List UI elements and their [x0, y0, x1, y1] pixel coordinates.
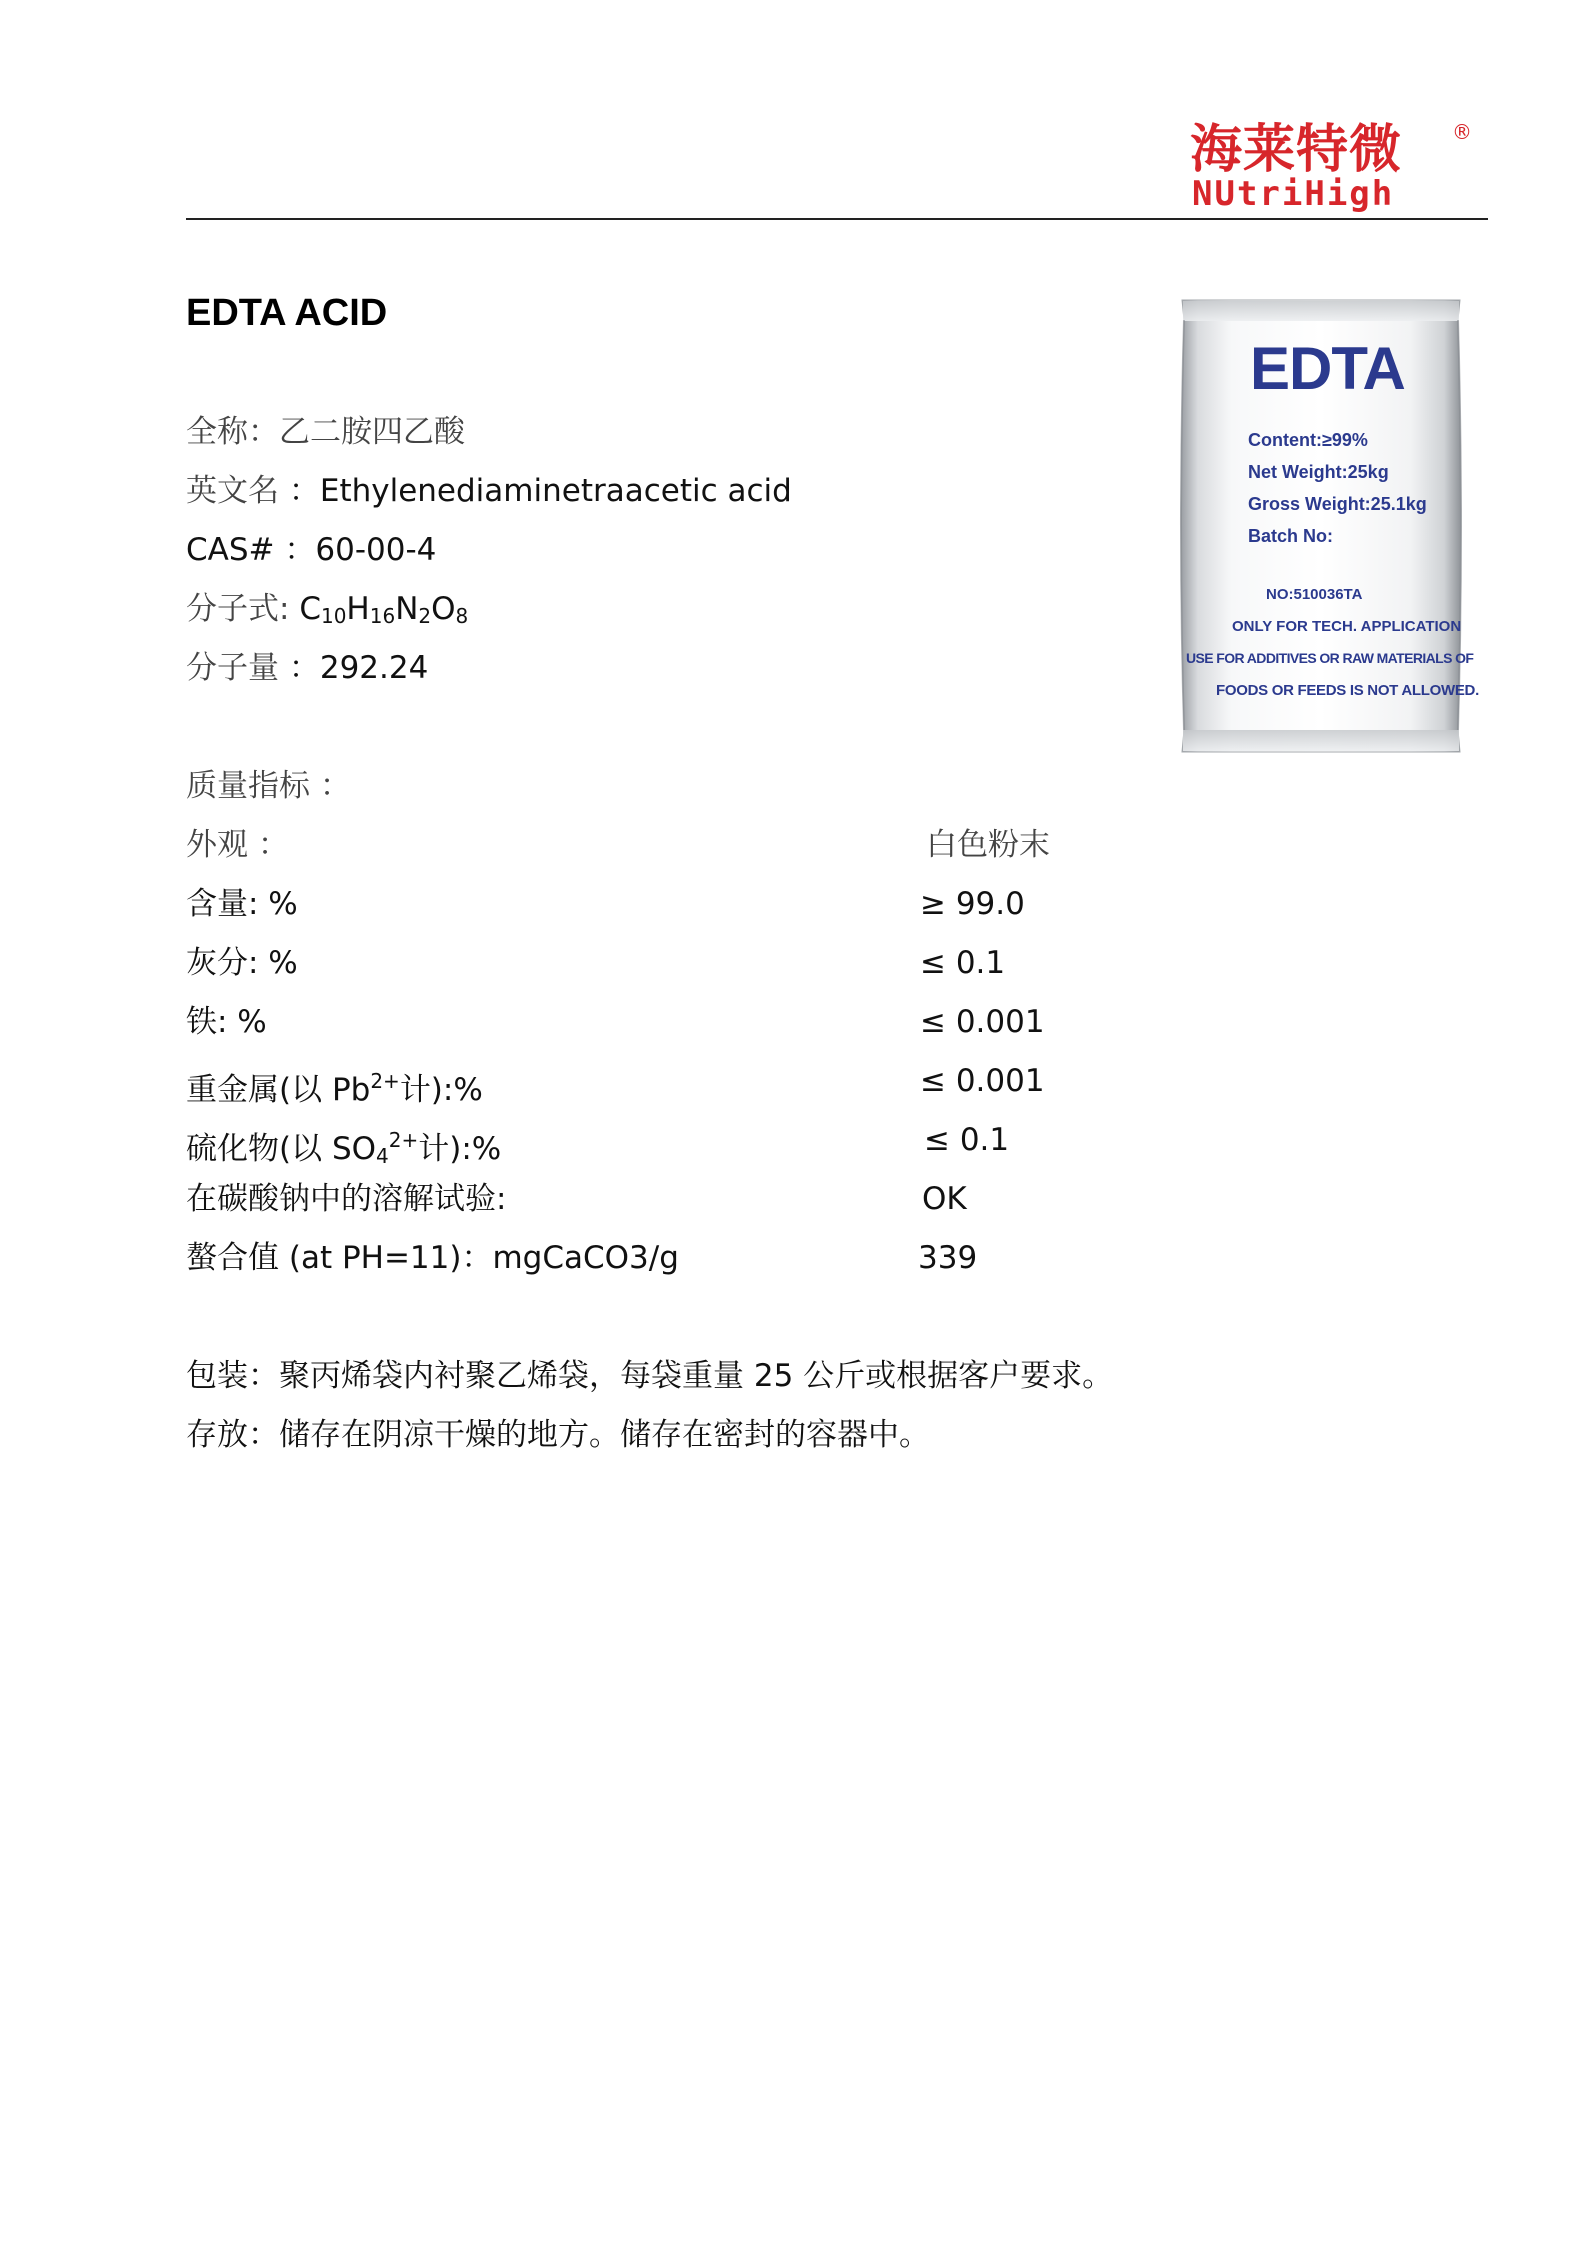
- spec-row-chelating-label: [186, 1238, 679, 1278]
- spec-row-heavy-metals-label: [186, 1061, 483, 1110]
- packing-text: 包装：聚丙烯袋内衬聚乙烯袋，每袋重量 25 公斤或根据客户要求。: [186, 1358, 1114, 1394]
- formula-h-count: 16: [369, 604, 396, 628]
- quality-heading-text: 质量指标 ：: [186, 768, 351, 804]
- storage-line: [186, 1415, 930, 1455]
- spec-row-ash-value: ≤ 0.1: [920, 945, 1006, 981]
- spec-row-appearance-value: 白色粉末: [926, 827, 1050, 863]
- spec-label: 灰分: %: [186, 945, 298, 981]
- formula-n-count: 2: [418, 604, 432, 628]
- cas-line: [186, 530, 436, 570]
- english-name-value: ：Ethylenediaminetraacetic acid: [288, 473, 792, 509]
- spec-row-content-label: [186, 884, 298, 924]
- spec-row-solubility-value: OK: [922, 1181, 967, 1217]
- spec-label-pre: 硫化物(以 SO: [186, 1131, 377, 1167]
- spec-row-sulfide-label: [186, 1120, 501, 1176]
- formula-label: 分子式:: [186, 591, 290, 627]
- page-title: EDTA ACID: [186, 292, 388, 334]
- spec-row-solubility-label: [186, 1179, 506, 1219]
- spec-label-post: 计):%: [399, 1072, 483, 1108]
- spec-row-heavy-metals-value: ≤ 0.001: [920, 1063, 1045, 1099]
- full-name-label: 全称：: [186, 414, 279, 450]
- spec-row-iron-label: [186, 1002, 267, 1042]
- spec-label: 铁: %: [186, 1004, 267, 1040]
- logo-chinese-name: 海莱特微: [1190, 120, 1403, 180]
- formula-c: C: [299, 591, 321, 627]
- bag-number: NO:510036TA: [1266, 586, 1363, 603]
- spec-label-sup: 2+: [370, 1069, 400, 1093]
- formula-n: N: [395, 591, 419, 627]
- logo-english-name: NUtriHigh: [1192, 174, 1395, 214]
- formula-c-count: 10: [320, 604, 347, 628]
- molecular-weight-value: ：292.24: [288, 650, 429, 686]
- formula-h: H: [346, 591, 370, 627]
- molecular-weight-label: 分子量: [186, 650, 279, 686]
- bag-usage-notice: USE FOR ADDITIVES OR RAW MATERIALS OF: [1186, 650, 1474, 666]
- spec-label: 在碳酸钠中的溶解试验:: [186, 1181, 507, 1217]
- cas-label: CAS#: [186, 532, 275, 568]
- storage-text: 存放：储存在阴凉干燥的地方。储存在密封的容器中。: [186, 1417, 930, 1453]
- spec-label: 含量: %: [186, 886, 298, 922]
- bag-gross-weight: Gross Weight:25.1kg: [1248, 494, 1427, 514]
- bag-content: Content:≥99%: [1248, 430, 1368, 450]
- spec-row-ash-label: [186, 943, 298, 983]
- bag-tech-notice: ONLY FOR TECH. APPLICATION: [1232, 618, 1462, 635]
- spec-label: 外观 ：: [186, 827, 289, 863]
- spec-row-appearance-label: [186, 825, 289, 865]
- bag-food-notice: FOODS OR FEEDS IS NOT ALLOWED.: [1216, 682, 1479, 699]
- molecular-weight-line: [186, 648, 428, 688]
- company-logo: [1190, 120, 1490, 215]
- full-name-value: 乙二胺四乙酸: [279, 414, 465, 450]
- bag-net-weight: Net Weight:25kg: [1248, 462, 1389, 482]
- header-divider: [186, 218, 1488, 220]
- registered-mark: ®: [1452, 120, 1472, 144]
- packing-line: [186, 1356, 1113, 1396]
- full-name-line: [186, 412, 465, 452]
- english-name-label: 英文名: [186, 473, 279, 509]
- spec-label-post: 计):%: [418, 1131, 502, 1167]
- bag-product-name: EDTA: [1250, 335, 1405, 402]
- formula-o: O: [431, 591, 456, 627]
- formula-line: [186, 589, 468, 636]
- spec-row-chelating-value: 339: [918, 1240, 978, 1276]
- formula-o-count: 8: [455, 604, 469, 628]
- bag-batch: Batch No:: [1248, 526, 1333, 546]
- spec-label-sup: 2+: [388, 1128, 419, 1152]
- spec-label: 螯合值 (at PH=11)：mgCaCO3/g: [186, 1240, 679, 1276]
- cas-value: ：60-00-4: [284, 532, 437, 568]
- spec-label-pre: 重金属(以 Pb: [186, 1072, 371, 1108]
- spec-label-sub: 4: [376, 1144, 389, 1168]
- english-name-line: [186, 471, 792, 511]
- quality-heading: [186, 766, 351, 806]
- spec-row-content-value: ≥ 99.0: [920, 886, 1025, 922]
- spec-row-iron-value: ≤ 0.001: [920, 1004, 1045, 1040]
- spec-row-sulfide-value: ≤ 0.1: [924, 1122, 1010, 1158]
- product-bag-image: [1178, 298, 1479, 754]
